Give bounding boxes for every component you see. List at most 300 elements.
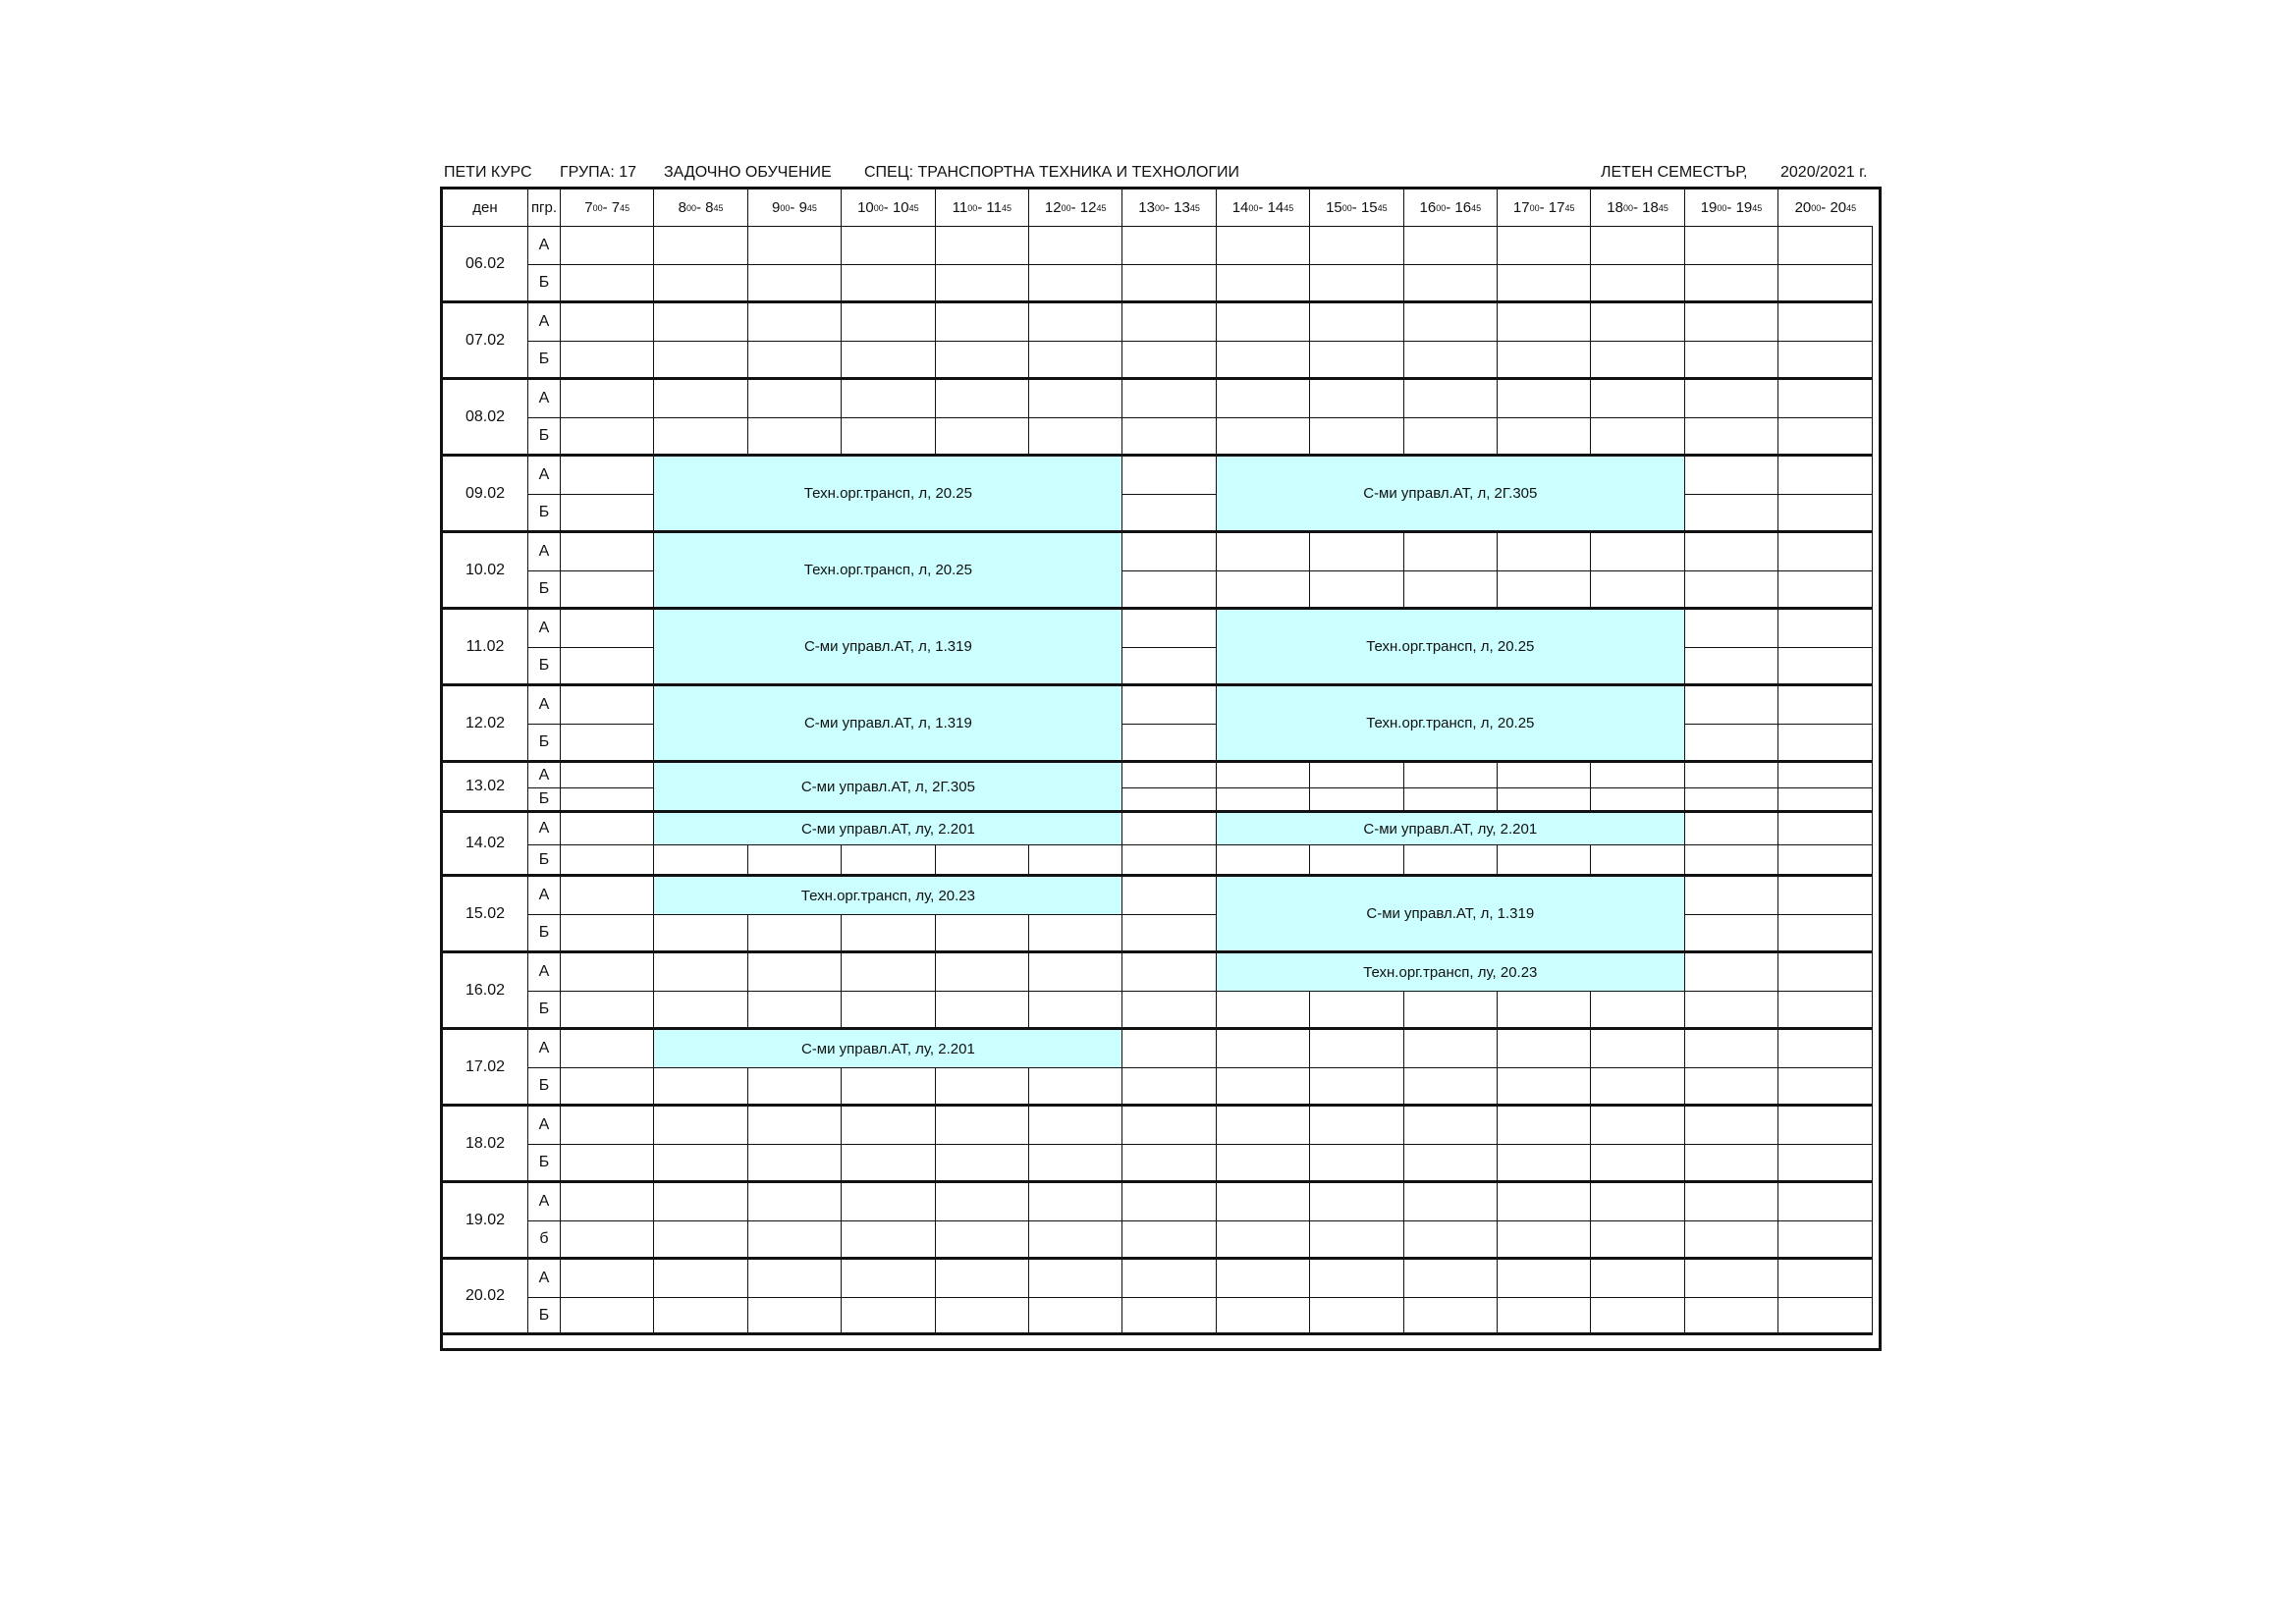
schedule-slot-cell: [1404, 1221, 1498, 1260]
subgroup-cell: А: [528, 533, 561, 571]
subgroup-cell: А: [528, 813, 561, 845]
subgroup-cell: А: [528, 1260, 561, 1298]
subgroup-cell: Б: [528, 1145, 561, 1183]
day-date-cell: 13.02: [443, 763, 528, 813]
schedule-slot-cell: [936, 265, 1029, 303]
subgroup-cell: А: [528, 457, 561, 495]
schedule-slot-cell: [1778, 1221, 1872, 1260]
schedule-slot-cell: [561, 1145, 654, 1183]
schedule-slot-cell: [1778, 953, 1872, 992]
schedule-slot-cell: [1498, 227, 1591, 265]
schedule-slot-cell: [1217, 1298, 1310, 1335]
subgroup-cell: Б: [528, 648, 561, 686]
day-date-cell: 12.02: [443, 686, 528, 763]
schedule-slot-cell: [561, 1260, 654, 1298]
schedule-slot-cell: [561, 763, 654, 788]
schedule-slot-cell: [561, 725, 654, 763]
schedule-slot-cell: [842, 303, 935, 342]
group-label: ГРУПА: 17: [560, 164, 637, 181]
schedule-slot-cell: [654, 227, 747, 265]
schedule-slot-cell: [936, 915, 1029, 953]
schedule-slot-cell: [561, 571, 654, 610]
schedule-slot-cell: [1122, 265, 1216, 303]
schedule-slot-cell: [1498, 1221, 1591, 1260]
schedule-slot-cell: [561, 788, 654, 813]
schedule-slot-cell: [1685, 1107, 1778, 1145]
schedule-slot-cell: [936, 380, 1029, 418]
day-date-cell: 20.02: [443, 1260, 528, 1335]
schedule-slot-cell: [1404, 227, 1498, 265]
schedule-slot-cell: [1122, 953, 1216, 992]
day-date-cell: 09.02: [443, 457, 528, 533]
schedule-slot-cell: [654, 418, 747, 457]
schedule-slot-cell: [561, 877, 654, 915]
schedule-slot-cell: [1310, 571, 1403, 610]
schedule-slot-cell: [1778, 1145, 1872, 1183]
schedule-slot-cell: [1122, 648, 1216, 686]
schedule-slot-cell: [1310, 303, 1403, 342]
schedule-slot-cell: [1685, 788, 1778, 813]
time-slot-header: 7 00 - 7 45: [561, 189, 654, 227]
schedule-slot-cell: [1029, 418, 1122, 457]
class-event[interactable]: Техн.орг.трансп, л, 20.25: [1216, 686, 1685, 763]
schedule-slot-cell: [1778, 1298, 1872, 1335]
schedule-slot-cell: [1498, 303, 1591, 342]
schedule-slot-cell: [1685, 571, 1778, 610]
schedule-slot-cell: [748, 1298, 842, 1335]
schedule-slot-cell: [1685, 648, 1778, 686]
schedule-slot-cell: [1404, 342, 1498, 380]
schedule-slot-cell: [1404, 1183, 1498, 1221]
schedule-slot-cell: [1778, 1183, 1872, 1221]
schedule-slot-cell: [654, 953, 747, 992]
schedule-slot-cell: [1498, 1260, 1591, 1298]
schedule-slot-cell: [1217, 992, 1310, 1030]
schedule-slot-cell: [936, 1221, 1029, 1260]
day-date-cell: 16.02: [443, 953, 528, 1030]
subgroup-cell: Б: [528, 1068, 561, 1107]
schedule-slot-cell: [654, 342, 747, 380]
schedule-slot-cell: [654, 303, 747, 342]
schedule-slot-cell: [842, 1183, 935, 1221]
subgroup-cell: Б: [528, 915, 561, 953]
schedule-slot-cell: [1778, 342, 1872, 380]
schedule-slot-cell: [1778, 763, 1872, 788]
schedule-slot-cell: [1591, 1030, 1684, 1068]
day-column-header: ден: [443, 189, 528, 227]
schedule-slot-cell: [654, 1298, 747, 1335]
schedule-slot-cell: [1122, 1221, 1216, 1260]
schedule-slot-cell: [1685, 533, 1778, 571]
schedule-slot-cell: [1685, 303, 1778, 342]
schedule-slot-cell: [842, 227, 935, 265]
schedule-slot-cell: [1029, 1298, 1122, 1335]
schedule-slot-cell: [1310, 845, 1403, 877]
schedule-slot-cell: [1310, 1298, 1403, 1335]
schedule-slot-cell: [842, 1107, 935, 1145]
schedule-slot-cell: [1217, 533, 1310, 571]
schedule-slot-cell: [1029, 1183, 1122, 1221]
schedule-slot-cell: [1498, 380, 1591, 418]
schedule-slot-cell: [1685, 915, 1778, 953]
schedule-header: [444, 161, 1878, 187]
schedule-slot-cell: [1217, 1183, 1310, 1221]
schedule-slot-cell: [842, 845, 935, 877]
schedule-slot-cell: [748, 380, 842, 418]
schedule-slot-cell: [561, 953, 654, 992]
specialty-label: СПЕЦ: ТРАНСПОРТНА ТЕХНИКА И ТЕХНОЛОГИИ: [864, 164, 1240, 181]
schedule-slot-cell: [842, 1221, 935, 1260]
schedule-slot-cell: [1685, 1221, 1778, 1260]
schedule-slot-cell: [1778, 1068, 1872, 1107]
schedule-slot-cell: [1591, 265, 1684, 303]
schedule-slot-cell: [561, 495, 654, 533]
schedule-slot-cell: [1498, 845, 1591, 877]
schedule-slot-cell: [748, 265, 842, 303]
schedule-slot-cell: [1310, 533, 1403, 571]
schedule-slot-cell: [654, 845, 747, 877]
schedule-slot-cell: [561, 915, 654, 953]
schedule-slot-cell: [1217, 418, 1310, 457]
schedule-slot-cell: [1404, 303, 1498, 342]
schedule-slot-cell: [1217, 1107, 1310, 1145]
schedule-slot-cell: [1685, 1068, 1778, 1107]
schedule-slot-cell: [1778, 533, 1872, 571]
schedule-slot-cell: [936, 1183, 1029, 1221]
study-form-label: ЗАДОЧНО ОБУЧЕНИЕ: [664, 164, 832, 181]
schedule-slot-cell: [1498, 1298, 1591, 1335]
schedule-slot-cell: [1029, 1145, 1122, 1183]
schedule-slot-cell: [654, 1145, 747, 1183]
schedule-slot-cell: [1498, 1183, 1591, 1221]
schedule-slot-cell: [1778, 303, 1872, 342]
schedule-slot-cell: [1685, 457, 1778, 495]
semester-label: ЛЕТЕН СЕМЕСТЪР,: [1601, 164, 1748, 181]
time-slot-header: 12 00 - 12 45: [1029, 189, 1122, 227]
schedule-slot-cell: [842, 265, 935, 303]
schedule-slot-cell: [1310, 418, 1403, 457]
schedule-slot-cell: [1122, 457, 1216, 495]
class-event[interactable]: С-ми управл.АТ, л, 2Г.305: [653, 763, 1122, 813]
schedule-slot-cell: [1778, 813, 1872, 845]
schedule-slot-cell: [1498, 1068, 1591, 1107]
schedule-slot-cell: [1310, 380, 1403, 418]
class-event[interactable]: С-ми управл.АТ, л, 2Г.305: [1216, 457, 1685, 533]
schedule-slot-cell: [1122, 571, 1216, 610]
schedule-slot-cell: [561, 380, 654, 418]
class-event[interactable]: Техн.орг.трансп, л, 20.25: [653, 533, 1122, 610]
time-slot-header: 14 00 - 14 45: [1217, 189, 1310, 227]
schedule-slot-cell: [1685, 1298, 1778, 1335]
schedule-slot-cell: [561, 610, 654, 648]
schedule-slot-cell: [1217, 1221, 1310, 1260]
class-event[interactable]: Техн.орг.трансп, лу, 20.23: [1216, 953, 1685, 992]
schedule-slot-cell: [1498, 533, 1591, 571]
day-date-cell: 07.02: [443, 303, 528, 380]
day-date-cell: 15.02: [443, 877, 528, 953]
schedule-slot-cell: [936, 1068, 1029, 1107]
schedule-slot-cell: [842, 380, 935, 418]
day-date-cell: 17.02: [443, 1030, 528, 1107]
schedule-slot-cell: [1217, 1030, 1310, 1068]
schedule-slot-cell: [1029, 227, 1122, 265]
subgroup-cell: А: [528, 877, 561, 915]
schedule-slot-cell: [1498, 992, 1591, 1030]
schedule-slot-cell: [1310, 1221, 1403, 1260]
schedule-slot-cell: [1029, 953, 1122, 992]
subgroup-cell: Б: [528, 265, 561, 303]
schedule-slot-cell: [748, 418, 842, 457]
schedule-slot-cell: [1778, 380, 1872, 418]
schedule-slot-cell: [1685, 763, 1778, 788]
schedule-slot-cell: [1029, 1260, 1122, 1298]
schedule-slot-cell: [1404, 418, 1498, 457]
schedule-slot-cell: [1778, 648, 1872, 686]
schedule-slot-cell: [1310, 1260, 1403, 1298]
schedule-slot-cell: [1029, 380, 1122, 418]
schedule-slot-cell: [1591, 418, 1684, 457]
schedule-slot-cell: [1685, 495, 1778, 533]
day-date-cell: 18.02: [443, 1107, 528, 1183]
schedule-slot-cell: [561, 1221, 654, 1260]
subgroup-cell: А: [528, 686, 561, 725]
schedule-slot-cell: [1217, 788, 1310, 813]
schedule-slot-cell: [561, 648, 654, 686]
time-slot-header: 16 00 - 16 45: [1404, 189, 1498, 227]
schedule-slot-cell: [1122, 1298, 1216, 1335]
schedule-slot-cell: [1404, 1145, 1498, 1183]
class-event[interactable]: С-ми управл.АТ, лу, 2.201: [653, 813, 1122, 845]
schedule-slot-cell: [748, 342, 842, 380]
schedule-slot-cell: [1498, 1107, 1591, 1145]
schedule-slot-cell: [561, 303, 654, 342]
schedule-slot-cell: [1591, 227, 1684, 265]
schedule-slot-cell: [1217, 1145, 1310, 1183]
schedule-slot-cell: [1778, 992, 1872, 1030]
schedule-table: [440, 187, 1882, 1351]
schedule-slot-cell: [1310, 1183, 1403, 1221]
schedule-slot-cell: [842, 1068, 935, 1107]
schedule-slot-cell: [842, 418, 935, 457]
schedule-slot-cell: [1778, 1260, 1872, 1298]
schedule-slot-cell: [1310, 788, 1403, 813]
subgroup-cell: Б: [528, 342, 561, 380]
schedule-slot-cell: [1404, 788, 1498, 813]
class-event[interactable]: С-ми управл.АТ, л, 1.319: [653, 610, 1122, 686]
schedule-slot-cell: [1310, 1030, 1403, 1068]
schedule-slot-cell: [1404, 533, 1498, 571]
time-slot-header: 19 00 - 19 45: [1685, 189, 1778, 227]
schedule-slot-cell: [1404, 1107, 1498, 1145]
schedule-slot-cell: [654, 1068, 747, 1107]
class-event[interactable]: Техн.орг.трансп, л, 20.25: [653, 457, 1122, 533]
day-date-cell: 11.02: [443, 610, 528, 686]
schedule-slot-cell: [1122, 342, 1216, 380]
schedule-slot-cell: [1122, 788, 1216, 813]
schedule-slot-cell: [1685, 686, 1778, 725]
schedule-slot-cell: [748, 1183, 842, 1221]
subgroup-cell: Б: [528, 725, 561, 763]
schedule-slot-cell: [936, 418, 1029, 457]
schedule-slot-cell: [1685, 610, 1778, 648]
schedule-slot-cell: [654, 915, 747, 953]
day-date-cell: 19.02: [443, 1183, 528, 1260]
schedule-slot-cell: [561, 1298, 654, 1335]
class-event[interactable]: С-ми управл.АТ, лу, 2.201: [653, 1030, 1122, 1068]
subgroup-cell: Б: [528, 571, 561, 610]
schedule-slot-cell: [1778, 915, 1872, 953]
schedule-slot-cell: [1310, 1068, 1403, 1107]
schedule-slot-cell: [1029, 265, 1122, 303]
class-event[interactable]: С-ми управл.АТ, лу, 2.201: [1216, 813, 1685, 845]
schedule-slot-cell: [654, 1260, 747, 1298]
schedule-slot-cell: [1685, 953, 1778, 992]
subgroup-cell: А: [528, 380, 561, 418]
academic-year-label: 2020/2021 г.: [1780, 164, 1868, 181]
schedule-slot-cell: [561, 992, 654, 1030]
schedule-slot-cell: [936, 1145, 1029, 1183]
schedule-slot-cell: [561, 845, 654, 877]
schedule-slot-cell: [1217, 763, 1310, 788]
schedule-slot-cell: [1122, 763, 1216, 788]
schedule-slot-cell: [1778, 877, 1872, 915]
schedule-slot-cell: [1685, 380, 1778, 418]
schedule-slot-cell: [1778, 571, 1872, 610]
subgroup-cell: А: [528, 1030, 561, 1068]
schedule-slot-cell: [1404, 1260, 1498, 1298]
schedule-slot-cell: [936, 845, 1029, 877]
schedule-slot-cell: [1685, 265, 1778, 303]
schedule-slot-cell: [1122, 227, 1216, 265]
schedule-slot-cell: [842, 1145, 935, 1183]
schedule-slot-cell: [1685, 877, 1778, 915]
schedule-slot-cell: [1029, 1107, 1122, 1145]
time-slot-header: 17 00 - 17 45: [1498, 189, 1591, 227]
schedule-slot-cell: [1122, 877, 1216, 915]
schedule-slot-cell: [748, 1260, 842, 1298]
schedule-slot-cell: [1778, 495, 1872, 533]
schedule-slot-cell: [1685, 845, 1778, 877]
schedule-slot-cell: [561, 1107, 654, 1145]
schedule-slot-cell: [1498, 418, 1591, 457]
schedule-slot-cell: [1404, 763, 1498, 788]
schedule-slot-cell: [1122, 495, 1216, 533]
schedule-slot-cell: [1404, 1298, 1498, 1335]
class-event[interactable]: С-ми управл.АТ, л, 1.319: [1216, 877, 1685, 953]
class-event[interactable]: Техн.орг.трансп, л, 20.25: [1216, 610, 1685, 686]
schedule-slot-cell: [1029, 303, 1122, 342]
subgroup-cell: б: [528, 1221, 561, 1260]
schedule-slot-cell: [842, 1298, 935, 1335]
subgroup-cell: Б: [528, 992, 561, 1030]
time-slot-header: 13 00 - 13 45: [1122, 189, 1216, 227]
schedule-slot-cell: [1310, 763, 1403, 788]
day-date-cell: 08.02: [443, 380, 528, 457]
schedule-slot-cell: [936, 992, 1029, 1030]
schedule-slot-cell: [1685, 725, 1778, 763]
schedule-slot-cell: [1217, 380, 1310, 418]
schedule-slot-cell: [1685, 227, 1778, 265]
schedule-slot-cell: [936, 303, 1029, 342]
schedule-slot-cell: [1029, 845, 1122, 877]
schedule-slot-cell: [1778, 686, 1872, 725]
schedule-slot-cell: [1685, 1260, 1778, 1298]
schedule-slot-cell: [1122, 418, 1216, 457]
schedule-slot-cell: [842, 342, 935, 380]
schedule-slot-cell: [1404, 845, 1498, 877]
schedule-slot-cell: [748, 1221, 842, 1260]
schedule-slot-cell: [561, 227, 654, 265]
schedule-slot-cell: [561, 533, 654, 571]
schedule-slot-cell: [1404, 265, 1498, 303]
schedule-slot-cell: [561, 1030, 654, 1068]
schedule-slot-cell: [1122, 845, 1216, 877]
time-slot-header: 10 00 - 10 45: [842, 189, 935, 227]
class-event[interactable]: С-ми управл.АТ, л, 1.319: [653, 686, 1122, 763]
schedule-slot-cell: [1217, 571, 1310, 610]
subgroup-cell: А: [528, 763, 561, 788]
schedule-slot-cell: [1591, 992, 1684, 1030]
schedule-slot-cell: [1685, 1183, 1778, 1221]
schedule-slot-cell: [1122, 380, 1216, 418]
schedule-slot-cell: [936, 1298, 1029, 1335]
schedule-slot-cell: [1310, 265, 1403, 303]
schedule-slot-cell: [1685, 813, 1778, 845]
schedule-slot-cell: [1029, 915, 1122, 953]
schedule-slot-cell: [1591, 533, 1684, 571]
schedule-slot-cell: [654, 992, 747, 1030]
day-date-cell: 14.02: [443, 813, 528, 877]
schedule-slot-cell: [842, 953, 935, 992]
schedule-slot-cell: [1778, 725, 1872, 763]
schedule-slot-cell: [1778, 418, 1872, 457]
subgroup-cell: А: [528, 610, 561, 648]
schedule-slot-cell: [561, 457, 654, 495]
schedule-slot-cell: [842, 1260, 935, 1298]
schedule-slot-cell: [1591, 763, 1684, 788]
schedule-slot-cell: [1122, 813, 1216, 845]
schedule-slot-cell: [1778, 227, 1872, 265]
schedule-slot-cell: [654, 265, 747, 303]
schedule-slot-cell: [748, 1145, 842, 1183]
time-slot-header: 11 00 - 11 45: [936, 189, 1029, 227]
schedule-slot-cell: [842, 915, 935, 953]
schedule-slot-cell: [1778, 610, 1872, 648]
schedule-slot-cell: [1498, 342, 1591, 380]
schedule-slot-cell: [1217, 1260, 1310, 1298]
schedule-slot-cell: [1498, 265, 1591, 303]
schedule-slot-cell: [1122, 1145, 1216, 1183]
schedule-slot-cell: [1404, 571, 1498, 610]
schedule-slot-cell: [561, 813, 654, 845]
schedule-slot-cell: [842, 992, 935, 1030]
schedule-slot-cell: [1029, 342, 1122, 380]
schedule-slot-cell: [1029, 1221, 1122, 1260]
day-date-cell: 10.02: [443, 533, 528, 610]
schedule-slot-cell: [1217, 227, 1310, 265]
subgroup-cell: А: [528, 1107, 561, 1145]
schedule-slot-cell: [1122, 610, 1216, 648]
time-slot-header: 9 00 - 9 45: [748, 189, 842, 227]
schedule-slot-cell: [1685, 1030, 1778, 1068]
schedule-slot-cell: [748, 992, 842, 1030]
schedule-slot-cell: [1310, 1107, 1403, 1145]
schedule-slot-cell: [654, 1107, 747, 1145]
schedule-slot-cell: [1310, 1145, 1403, 1183]
schedule-slot-cell: [1591, 845, 1684, 877]
class-event[interactable]: Техн.орг.трансп, лу, 20.23: [653, 877, 1122, 915]
schedule-slot-cell: [1778, 457, 1872, 495]
